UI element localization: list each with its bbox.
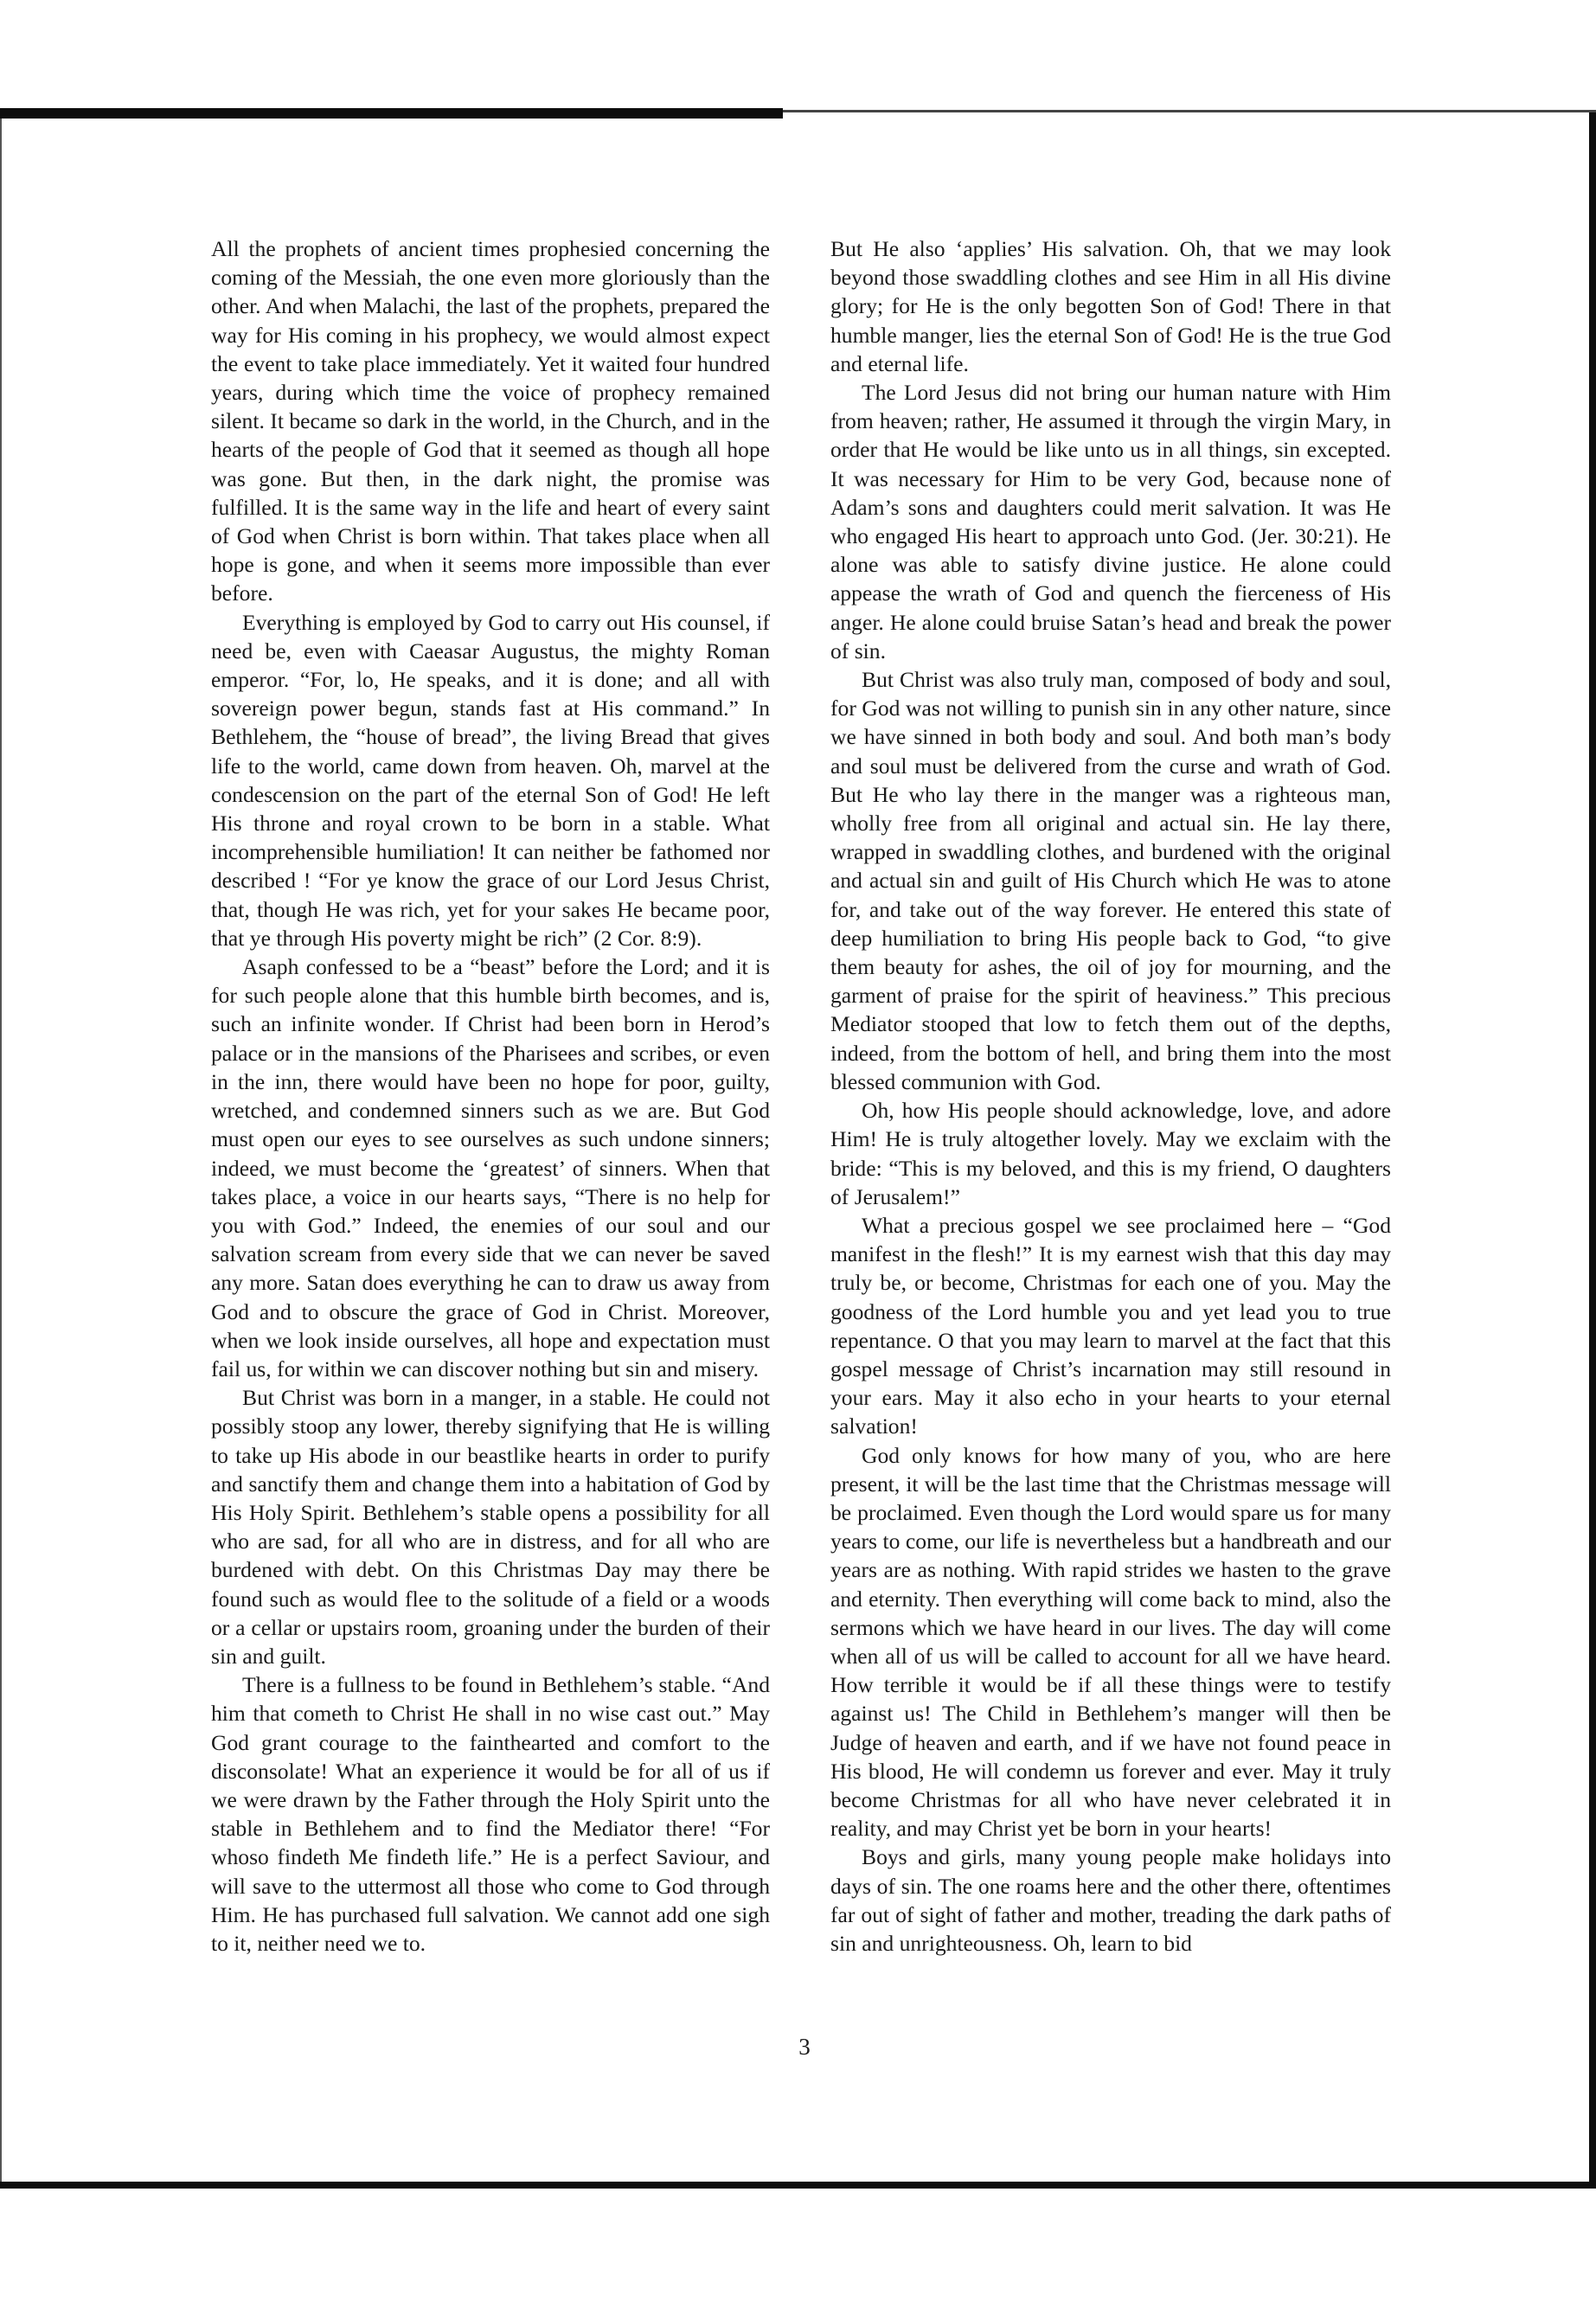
scan-border-right	[1589, 112, 1596, 2189]
paragraph: Everything is employed by God to carry out His counsel, if need be, even with Caeasar Augustus, the mighty Roman emperor. “For, lo, He speaks, and it is done; and all with sovereign power begun, stands fast at His command.” In Bethlehem, the “house of bread”, the living Bread that gives life to the world, came down from heaven. Oh, marvel at the condescension on the part of the eternal Son of God! He left His throne and royal crown to be born in a stable. What incomprehensible humiliation! It can neither be fathomed nor described ! “For ye know the grace of our Lord Jesus Christ, that, though He was rich, yet for your sakes He became poor, that ye through His poverty might be rich” (2 Cor. 8:9).	[211, 609, 770, 951]
paragraph: But He also ‘applies’ His salvation. Oh, that we may look beyond those swaddling clothes and see Him in all His divine glory; for He is the only begotten Son of God! There in that humble manger, lies the eternal Son of God! He is the true God and eternal life.	[830, 236, 1391, 376]
paragraph: There is a fullness to be found in Bethlehem’s stable. “And him that cometh to Christ He shall in no wise cast out.” May God grant courage to the fainthearted and comfort to the disconsolate! What an experience it would be for all of us if we were drawn by the Father through the Holy Spirit unto the stable in Bethlehem and to find the Mediator there! “For whoso findeth Me findeth life.” He is a perfect Saviour, and will save to the uttermost all those who come to God through Him. He has purchased full salvation. We cannot add one sigh to it, neither need we to.	[211, 1672, 770, 1956]
paragraph: But Christ was born in a manger, in a stable. He could not possibly stoop any lower, thereby signifying that He is willing to take up His abode in our beastlike hearts in order to purify and sanctify them and change them into a habitation of God by His Holy Spirit. Bethlehem’s stable opens a possibility for all who are sad, for all who are in distress, and for all who are burdened with debt. On this Christmas Day may there be found such as would flee to the solitude of a field or a woods or a cellar or upstairs room, groaning under the burden of their sin and guilt.	[211, 1385, 770, 1669]
paragraph: The Lord Jesus did not bring our human nature with Him from heaven; rather, He assumed it through the virgin Mary, in order that He would be like unto us in all things, sin excepted. It was necessary for Him to be very God, because none of Adam’s sons and daughters could merit salvation. It was He who engaged His heart to approach unto God. (Jer. 30:21). He alone was able to satisfy divine justice. He alone could appease the wrath of God and quench the fierceness of His anger. He alone could bruise Satan’s head and break the power of sin.	[830, 380, 1391, 663]
scan-border-top-thin	[783, 110, 1596, 112]
scan-border-left	[0, 119, 2, 2182]
scan-border-bottom	[0, 2182, 1596, 2189]
right-text-column	[830, 234, 1391, 1958]
page-number: 3	[798, 2034, 811, 2060]
paragraph: All the prophets of ancient times prophesied concerning the coming of the Messiah, the one even more gloriously than the other. And when Malachi, the last of the prophets, prepared the way for His coming in his prophecy, we would almost expect the event to take place immediately. Yet it waited four hundred years, during which time the voice of prophecy remained silent. It became so dark in the world, in the Church, and in the hearts of the people of God that it seemed as though all hope was gone. But then, in the dark night, the promise was fulfilled. It is the same way in the life and heart of every saint of God when Christ is born within. That takes place when all hope is gone, and when it seems more impossible than ever before.	[211, 236, 770, 606]
paragraph: God only knows for how many of you, who are here present, it will be the last time that the Christmas message will be proclaimed. Even though the Lord would spare us for many years to come, our life is nevertheless but a handbreath and our years are as nothing. With rapid strides we hasten to the grave and eternity. Then everything will come back to mind, also the sermons which we have heard in our lives. The day will come when all of us will be called to account for all we have heard. How terrible it would be if all these things were to testify against us! The Child in Bethlehem’s manger will then be Judge of heaven and earth, and if we have not found peace in His blood, He will condemn us forever and ever. May it truly become Christmas for all who have never celebrated it in reality, and may Christ yet be born in your hearts!	[830, 1442, 1391, 1842]
paragraph: Asaph confessed to be a “beast” before the Lord; and it is for such people alone that this humble birth becomes, and is, such an infinite wonder. If Christ had been born in Herod’s palace or in the mansions of the Pharisees and scribes, or even in the inn, there would have been no hope for poor, guilty, wretched, and condemned sinners such as we are. But God must open our eyes to see ourselves as such undone sinners; indeed, we must become the ‘greatest’ of sinners. When that takes place, a voice in our hearts says, “There is no help for you with God.” Indeed, the enemies of our soul and our salvation scream from every side that we can never be saved any more. Satan does everything he can to draw us away from God and to obscure the grace of God in Christ. Moreover, when we look inside ourselves, all hope and expectation must fail us, for within we can discover nothing but sin and misery.	[211, 954, 770, 1381]
left-text-column	[211, 234, 770, 1958]
paragraph: Oh, how His people should acknowledge, love, and adore Him! He is truly altogether lovely. May we exclaim with the bride: “This is my beloved, and this is my friend, O daughters of Jerusalem!”	[830, 1098, 1391, 1209]
paragraph: But Christ was also truly man, composed of body and soul, for God was not willing to punish sin in any other nature, since we have sinned in both body and soul. And both man’s body and soul must be delivered from the curse and wrath of God. But He who lay there in the manger was a righteous man, wholly free from all original and actual sin. He lay there, wrapped in swaddling clothes, and burdened with the original and actual sin and guilt of His Church which He was to atone for, and take out of the way forever. He entered this state of deep humiliation to bring His people back to God, “to give them beauty for ashes, the oil of joy for mourning, and the garment of praise for the spirit of heaviness.” This precious Mediator stooped that low to fetch them out of the depths, indeed, from the bottom of hell, and bring them into the most blessed communion with God.	[830, 667, 1391, 1094]
scan-border-top	[0, 108, 783, 119]
paragraph: What a precious gospel we see proclaimed here – “God manifest in the flesh!” It is my earnest wish that this day may truly be, or become, Christmas for each one of you. May the goodness of the Lord humble you and yet lead you to true repentance. O that you may learn to marvel at the fact that this gospel message of Christ’s incarnation may still resound in your ears. May it also echo in your hearts to your eternal salvation!	[830, 1212, 1391, 1439]
paragraph: Boys and girls, many young people make holidays into days of sin. The one roams here and the other there, oftentimes far out of sight of father and mother, treading the dark paths of sin and unrighteousness. Oh, learn to bid	[830, 1844, 1391, 1956]
